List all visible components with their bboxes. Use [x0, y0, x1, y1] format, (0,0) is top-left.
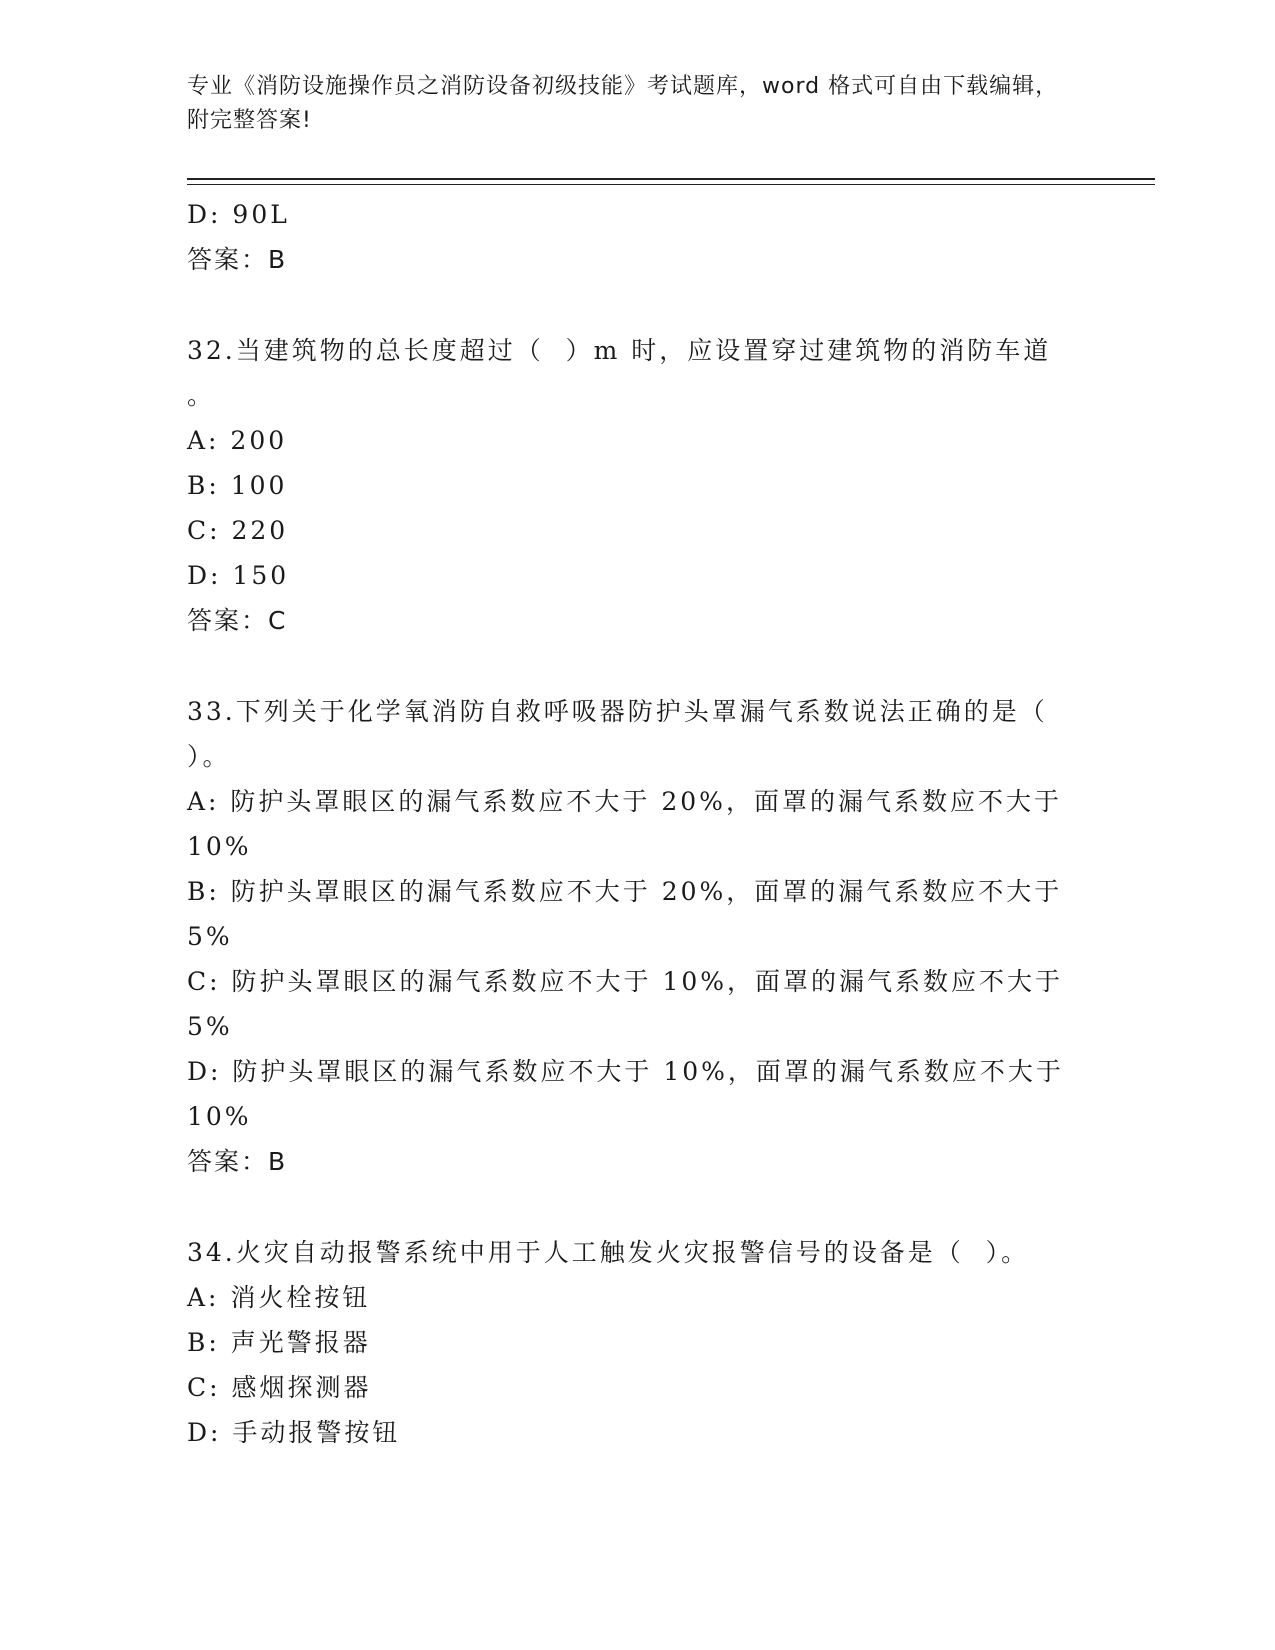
option-line: D: 手动报警按钮 — [187, 1418, 401, 1447]
question-list — [187, 192, 1067, 1455]
answer-line: 答案：B — [187, 1147, 288, 1176]
answer-line: 答案：C — [187, 606, 288, 635]
option-line: D: 150 — [187, 561, 290, 590]
option-line: 10% — [187, 1102, 252, 1131]
question-spacer — [187, 643, 1067, 689]
question-spacer — [187, 282, 1067, 328]
option-line: D: 90L — [187, 200, 290, 229]
option-line: 5% — [187, 1012, 233, 1041]
question-text: 32.当建筑物的总长度超过（ ）m 时，应设置穿过建筑物的消防车道 — [187, 336, 1052, 365]
option-line: B: 防护头罩眼区的漏气系数应不大于 20%，面罩的漏气系数应不大于 — [187, 877, 1063, 906]
header-title: 专业《消防设施操作员之消防设备初级技能》考试题库，word 格式可自由下载编辑，附完整答案! — [187, 74, 1059, 133]
question-text: 。 — [187, 381, 216, 410]
option-line: B: 声光警报器 — [187, 1328, 371, 1357]
header-rule-thick — [187, 178, 1155, 180]
option-line: D: 防护头罩眼区的漏气系数应不大于 10%，面罩的漏气系数应不大于 — [187, 1057, 1064, 1086]
option-line: C: 防护头罩眼区的漏气系数应不大于 10%，面罩的漏气系数应不大于 — [187, 967, 1064, 996]
option-line: A: 防护头罩眼区的漏气系数应不大于 20%，面罩的漏气系数应不大于 — [187, 787, 1062, 816]
question-text: 33.下列关于化学氧消防自救呼吸器防护头罩漏气系数说法正确的是（ — [187, 697, 1048, 726]
option-line: 5% — [187, 922, 233, 951]
question-text: ）。 — [187, 742, 231, 771]
document-header — [187, 70, 1067, 138]
option-line: 10% — [187, 832, 252, 861]
option-line: C: 220 — [187, 516, 289, 545]
question-spacer — [187, 1184, 1067, 1230]
question-text: 34.火灾自动报警系统中用于人工触发火灾报警信号的设备是（ ）。 — [187, 1238, 1030, 1267]
option-line: A: 消火栓按钮 — [187, 1283, 371, 1312]
header-rule-thin — [187, 184, 1155, 185]
option-line: C: 感烟探测器 — [187, 1373, 372, 1402]
option-line: A: 200 — [187, 426, 288, 455]
answer-line: 答案：B — [187, 245, 288, 274]
option-line: B: 100 — [187, 471, 288, 500]
